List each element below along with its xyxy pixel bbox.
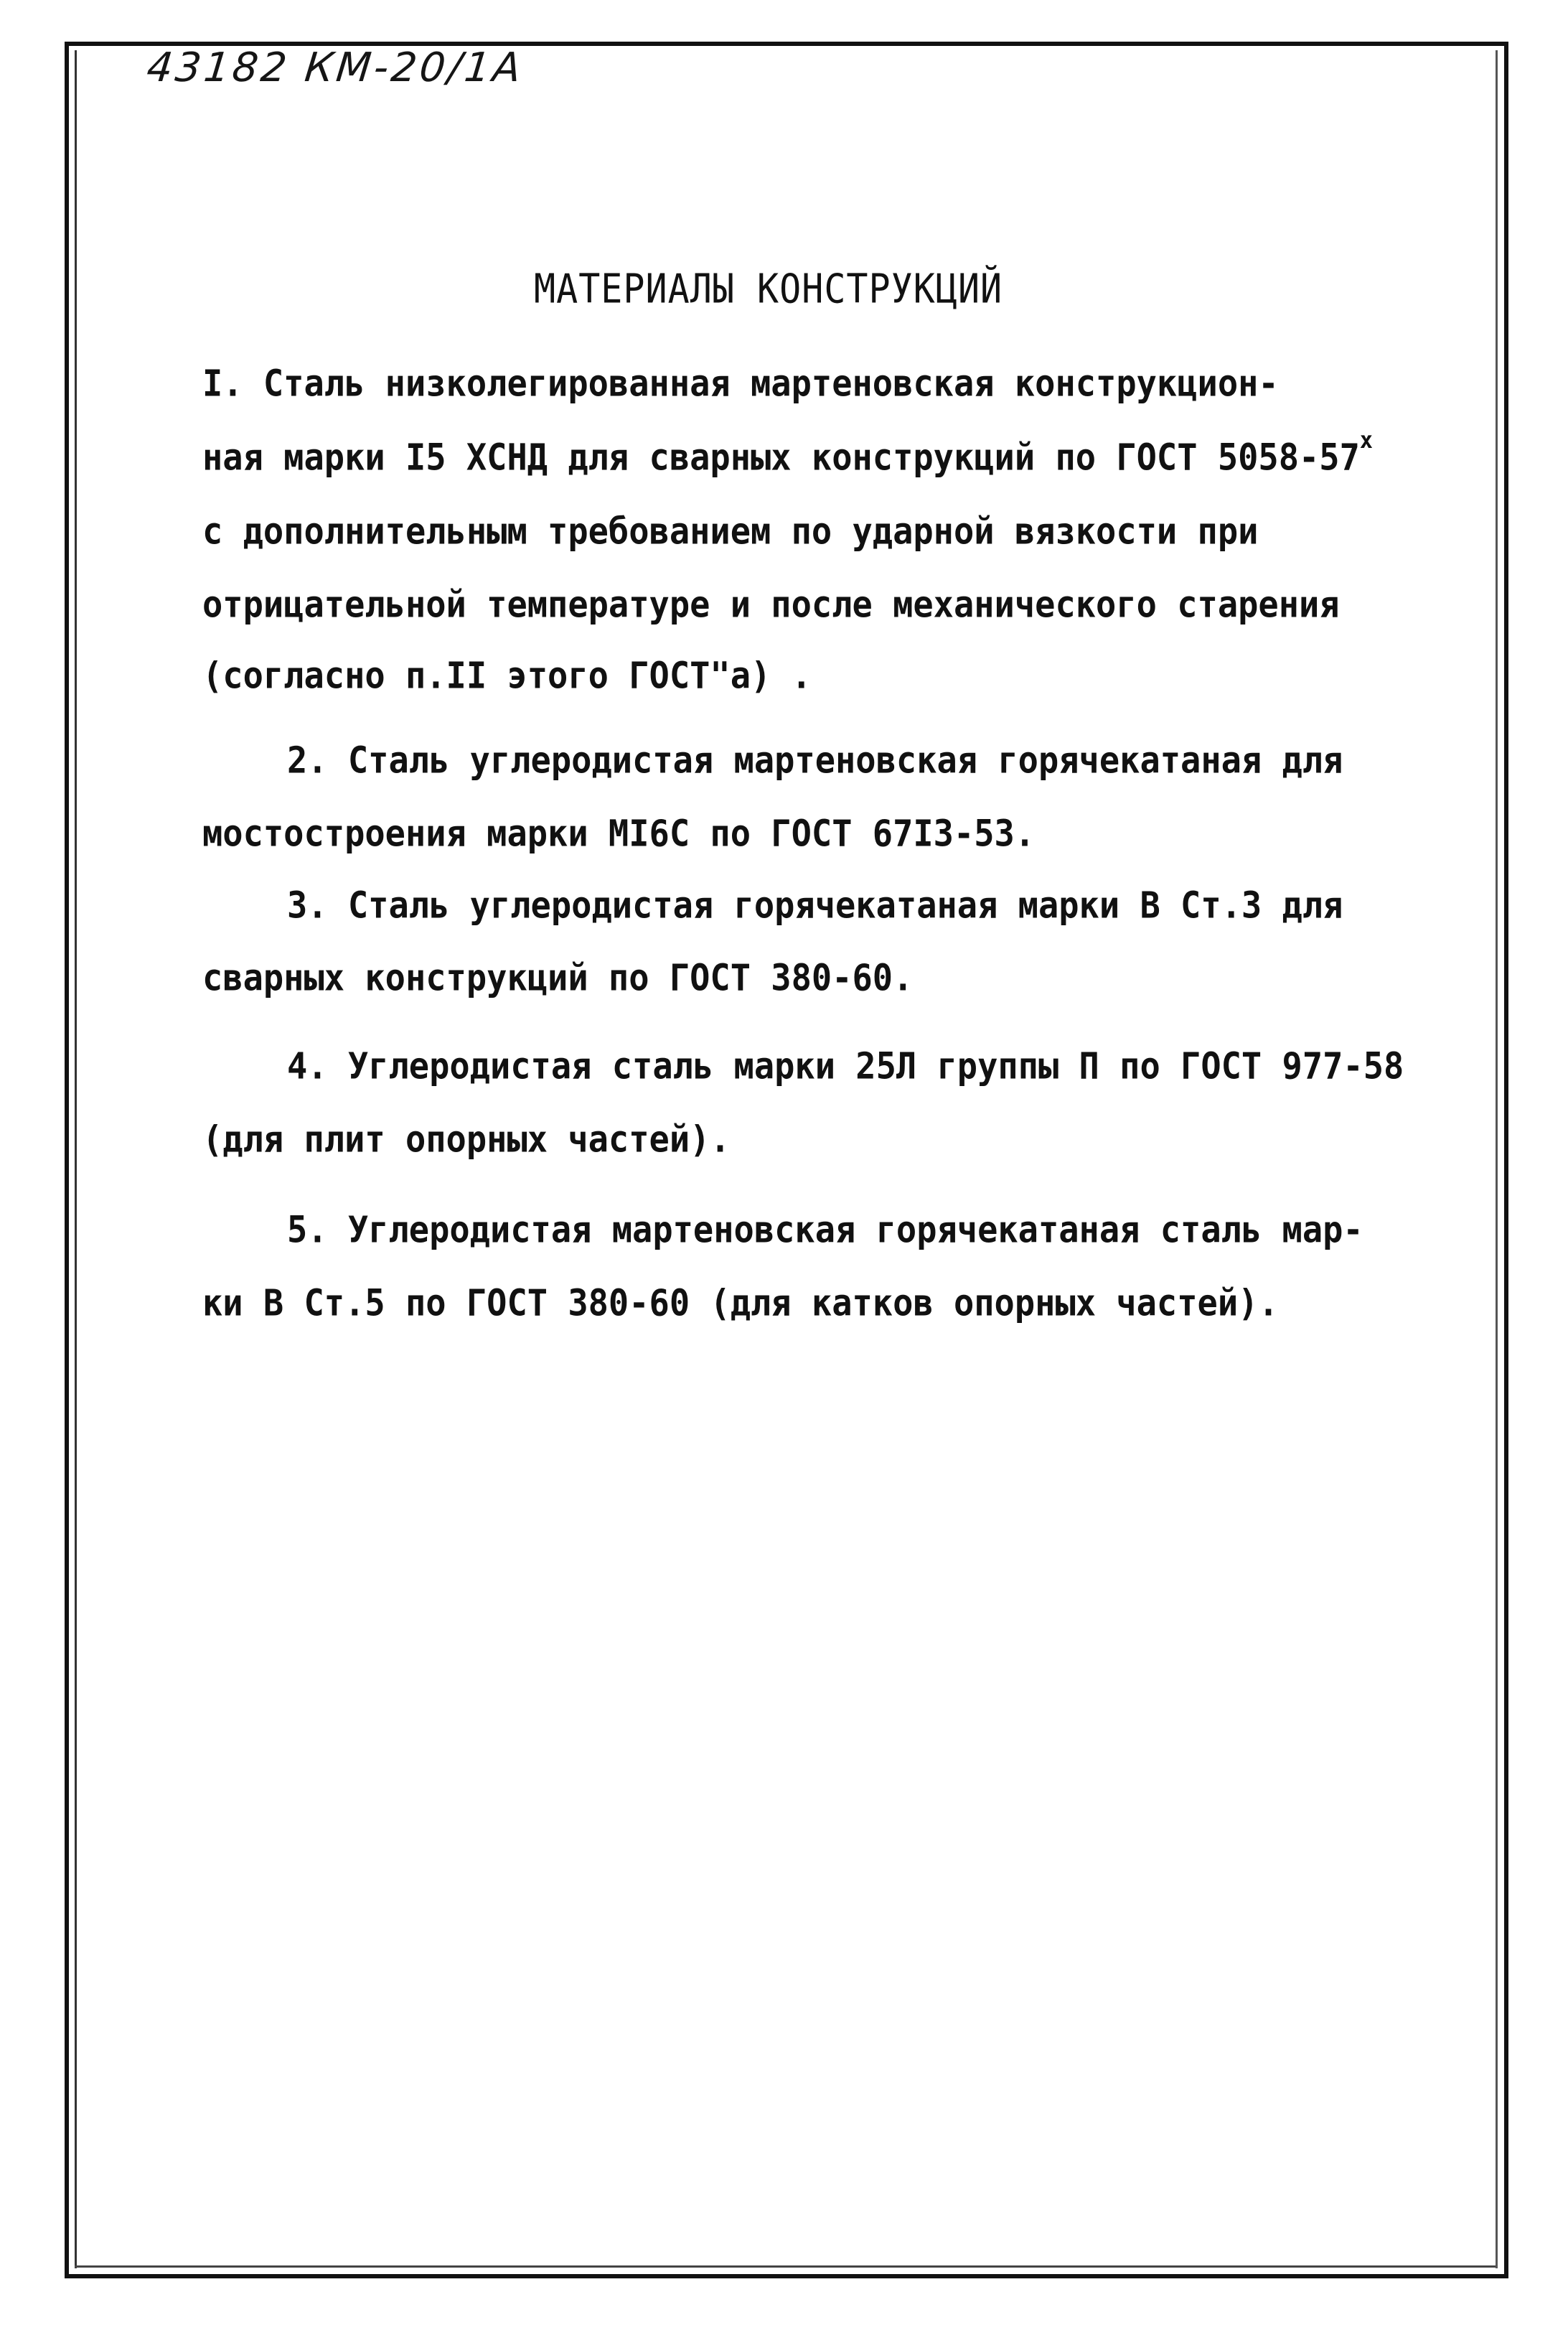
item-5-line-1: 5. Углеродистая мартеновская горячекатаная сталь мар- <box>287 1209 1363 1252</box>
handwritten-document-code: 43182 КМ-20/1А <box>144 45 526 91</box>
item-2-line-2: мостостроения марки МI6С по ГОСТ 67I3-53. <box>202 813 1036 856</box>
item-3-line-1: 3. Сталь углеродистая горячекатаная марки В Ст.3 для <box>287 884 1343 927</box>
document-title: МАТЕРИАЛЫ КОНСТРУКЦИЙ <box>534 266 1003 312</box>
frame-inner-right-line <box>1496 50 1498 2268</box>
item-1-line-5: (согласно п.II этого ГОСТ"а) . <box>202 655 812 698</box>
item-1-line-2 <box>202 427 1373 480</box>
frame-inner-left-line <box>75 50 77 2268</box>
item-4-line-2: (для плит опорных частей). <box>202 1118 731 1161</box>
item-4-line-1: 4. Углеродистая сталь марки 25Л группы П по ГОСТ 977-58 <box>287 1045 1404 1088</box>
item-1-line-3: с дополнительным требованием по ударной вязкости при <box>202 510 1259 553</box>
item-2-line-1: 2. Сталь углеродистая мартеновская горячекатаная для <box>287 739 1343 782</box>
item-1-line-4: отрицательной температуре и после механического старения <box>202 584 1340 627</box>
frame-inner-bottom-line <box>75 2265 1496 2268</box>
item-5-line-2: ки В Ст.5 по ГОСТ 380-60 (для катков опорных частей). <box>202 1282 1279 1325</box>
superscript-mark: х <box>1359 427 1373 454</box>
item-3-line-2: сварных конструкций по ГОСТ 380-60. <box>202 957 914 1000</box>
item-1-line-1: I. Сталь низколегированная мартеновская конструкцион- <box>202 363 1279 406</box>
item-1-line-2-text: ная марки I5 ХСНД для сварных конструкций по ГОСТ 5058-57 <box>202 436 1360 480</box>
